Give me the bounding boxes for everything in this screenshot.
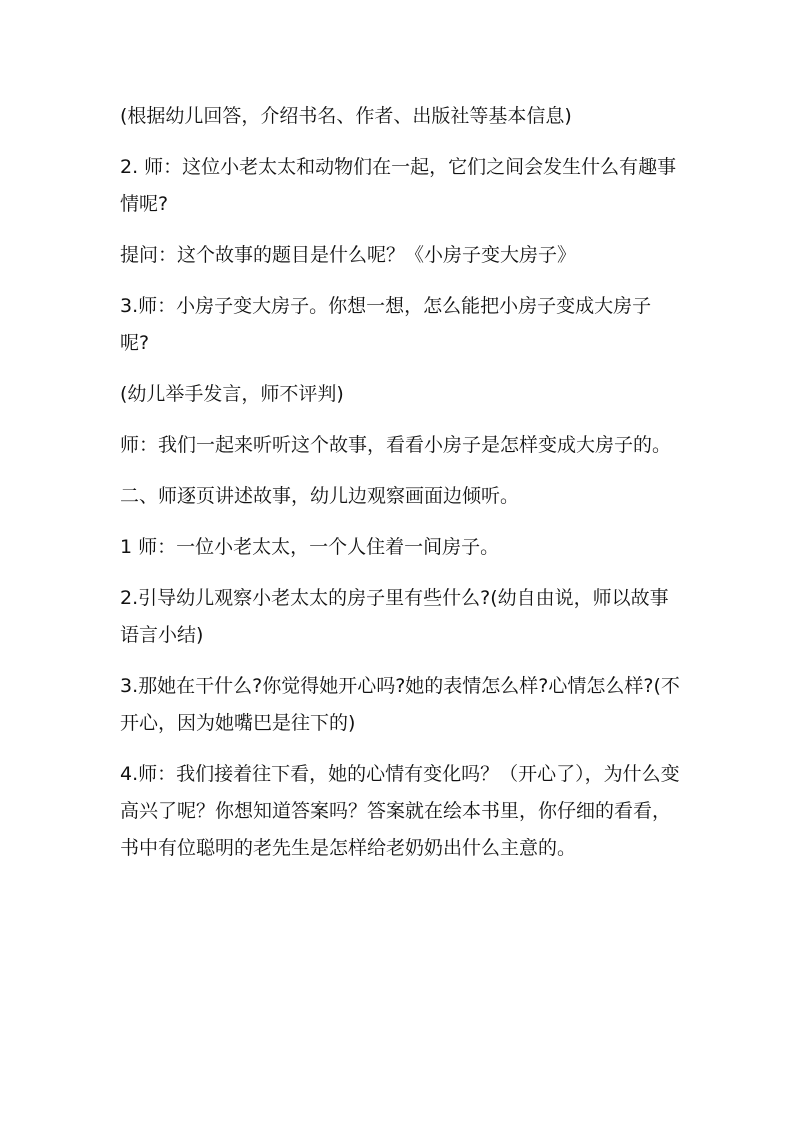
paragraph-step-1: 1 师：一位小老太太，一个人住着一间房子。 <box>120 536 500 558</box>
section-heading-two: 二、师逐页讲述故事，幼儿边观察画面边倾听。 <box>120 485 520 507</box>
paragraph-book-info: (根据幼儿回答，介绍书名、作者、出版社等基本信息) <box>120 105 572 127</box>
paragraph-teacher-question-3: 3.师：小房子变大房子。你想一想，怎么能把小房子变成大房子呢? <box>120 295 652 354</box>
paragraph-listen-story: 师：我们一起来听听这个故事，看看小房子是怎样变成大房子的。 <box>120 434 672 456</box>
paragraph-step-2: 2.引导幼儿观察小老太太的房子里有些什么?(幼自由说，师以故事语言小结) <box>120 587 669 646</box>
paragraph-story-title-question: 提问：这个故事的题目是什么呢？《小房子变大房子》 <box>120 244 577 266</box>
paragraph-step-4: 4.师：我们接着往下看，她的心情有变化吗？（开心了），为什么变高兴了呢？你想知道答案吗？答案就在绘本书里，你仔细的看看，书中有位聪明的老先生是怎样给老奶奶出什么主意的。 <box>120 763 680 859</box>
document-body <box>120 98 680 867</box>
paragraph-children-respond: (幼儿举手发言，师不评判) <box>120 383 344 405</box>
paragraph-step-3: 3.那她在干什么?你觉得她开心吗?她的表情怎么样?心情怎么样?(不开心，因为她嘴巴是往下的) <box>120 675 680 734</box>
paragraph-teacher-question-2: 2. 师：这位小老太太和动物们在一起，它们之间会发生什么有趣事情呢? <box>120 156 677 215</box>
